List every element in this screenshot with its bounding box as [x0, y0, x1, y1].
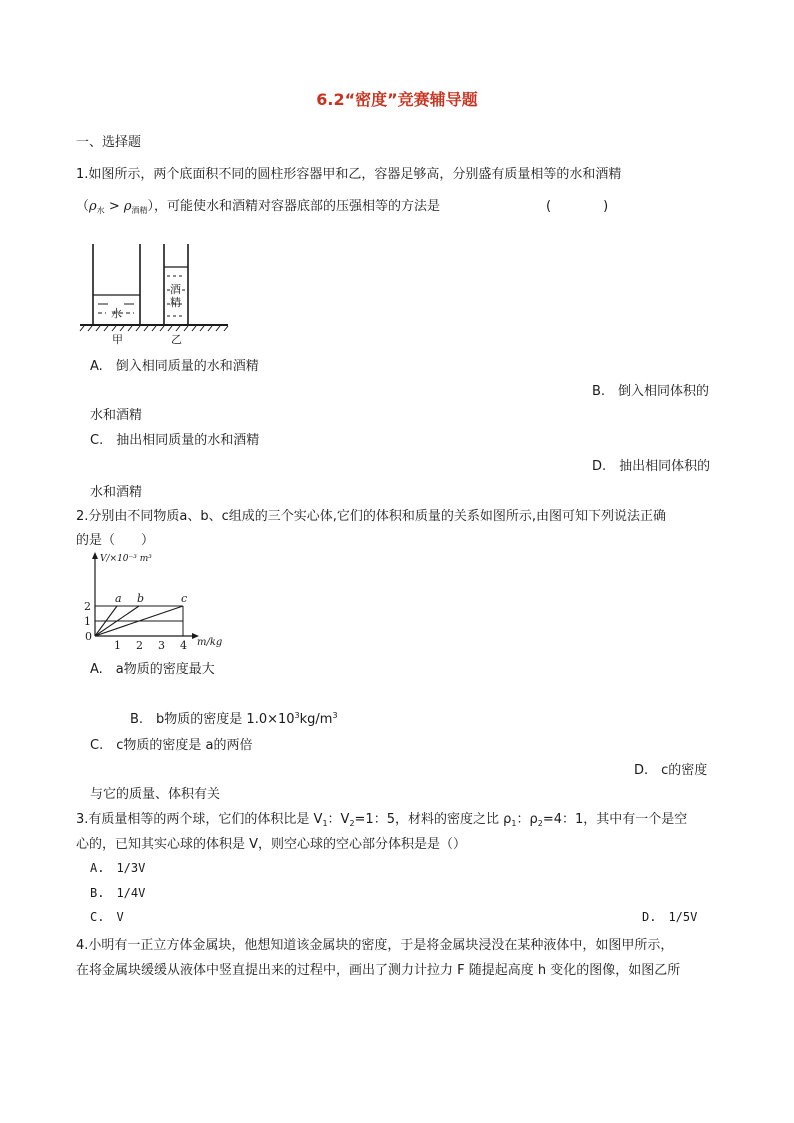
q2-stem-line1: 2.分别由不同物质a、b、c组成的三个实心体,它们的体积和质量的关系如图所示,由图可知下列说法正确	[76, 509, 667, 524]
q3-text-e: =4：1，其中有一个是空	[542, 812, 688, 827]
q3-option-c: C. V	[90, 910, 124, 924]
q2-option-b-exponent: 3	[294, 711, 300, 720]
y-axis-label: V/×10⁻³ m³	[100, 554, 152, 564]
q2-stem-line2: 的是（ ）	[76, 533, 155, 548]
q2-option-d-continued: 与它的质量、体积有关	[90, 787, 221, 802]
q1-option-b-continued: 水和酒精	[90, 408, 143, 423]
q3-option-b: B. 1/4V	[90, 886, 146, 900]
water-label: 水	[111, 307, 122, 320]
label-yi: 乙	[171, 333, 182, 346]
page-title: 6.2“密度”竞赛辅导题	[316, 90, 478, 109]
q3-sub-2: 2	[349, 819, 355, 828]
label-jia: 甲	[112, 333, 123, 346]
q4-stem-line2: 在将金属块缓缓从液体中竖直提出来的过程中，画出了测力计拉力 F 随提起高度 h 变化的图像，如图乙所	[76, 963, 681, 978]
q3-text-a: 3.有质量相等的两个球，它们的体积比是 V	[76, 812, 323, 827]
q2-option-d: D. c的密度	[634, 763, 708, 778]
q1-stem-rest: ，可能使水和酒精对容器底部的压强相等的方法是	[154, 199, 441, 214]
series-label-b: b	[137, 592, 145, 605]
rho-subscript-alcohol: 酒精	[131, 206, 148, 215]
q2-volume-mass-chart	[82, 552, 232, 652]
y-tick-label: 2	[84, 600, 91, 613]
q3-option-d: D. 1/5V	[642, 910, 698, 924]
q3-text-b: ：V	[327, 812, 350, 827]
q1-stem-line2: $(\rho_水 > \rho_{酒精})$，可能使水和酒精对容器底部的压强相等的方法是	[76, 199, 441, 215]
q4-stem-line1: 4.小明有一正立方体金属块，他想知道该金属块的密度，于是将金属块浸没在某种液体中，如图甲所示，	[76, 938, 674, 953]
greater-than: >	[108, 199, 120, 214]
rho-symbol: ρ	[123, 199, 132, 214]
q3-text-c: =1：5，材料的密度之比 ρ	[354, 812, 512, 827]
q2-option-b-unit-exponent: 3	[332, 711, 338, 720]
q1-option-d-continued: 水和酒精	[90, 485, 143, 500]
q3-text-d: ：ρ	[516, 812, 538, 827]
alcohol-label-1: 酒	[170, 283, 181, 296]
section-heading: 一、选择题	[76, 135, 142, 150]
q3-option-a: A. 1/3V	[90, 861, 146, 875]
q1-option-b: B. 倒入相同体积的	[592, 384, 710, 399]
q1-option-a: A. 倒入相同质量的水和酒精	[90, 359, 259, 374]
origin-label: 0	[85, 630, 92, 643]
q2-option-c: C. c物质的密度是 a的两倍	[90, 738, 253, 753]
rho-symbol: ρ	[89, 199, 97, 214]
x-tick-label: 2	[136, 639, 143, 652]
q2-option-b	[130, 708, 338, 727]
rho-subscript-water: 水	[96, 206, 105, 215]
q3-sub-4: 2	[537, 819, 543, 828]
q2-option-a: A. a物质的密度最大	[90, 662, 215, 677]
y-axis-arrow	[92, 552, 98, 559]
series-label-c: c	[181, 592, 188, 605]
q3-sub-3: 1	[511, 819, 517, 828]
q1-containers-figure	[78, 238, 238, 346]
q1-option-c: C. 抽出相同质量的水和酒精	[90, 433, 260, 448]
x-tick-label: 1	[114, 639, 121, 652]
q1-option-d: D. 抽出相同体积的	[592, 459, 711, 474]
series-label-a: a	[115, 592, 122, 605]
x-axis-label: m/kg	[197, 637, 223, 648]
q2-option-b-unit: kg/m	[299, 712, 333, 727]
q1-stem-line1: 1.如图所示，两个底面积不同的圆柱形容器甲和乙，容器足够高，分别盛有质量相等的水和酒精	[76, 167, 622, 182]
y-tick-label: 1	[84, 615, 91, 628]
alcohol-label-2: 精	[170, 296, 181, 309]
q3-sub-1: 1	[322, 819, 328, 828]
q3-stem-line2: 心的，已知其实心球的体积是 V，则空心球的空心部分体积是是（）	[76, 837, 467, 852]
q3-stem-line1	[76, 808, 687, 828]
q2-option-b-text: B. b物质的密度是 1.0×10	[130, 712, 295, 727]
x-tick-label: 4	[180, 639, 187, 652]
q1-answer-paren: ( )	[546, 199, 609, 214]
x-tick-label: 3	[158, 639, 165, 652]
